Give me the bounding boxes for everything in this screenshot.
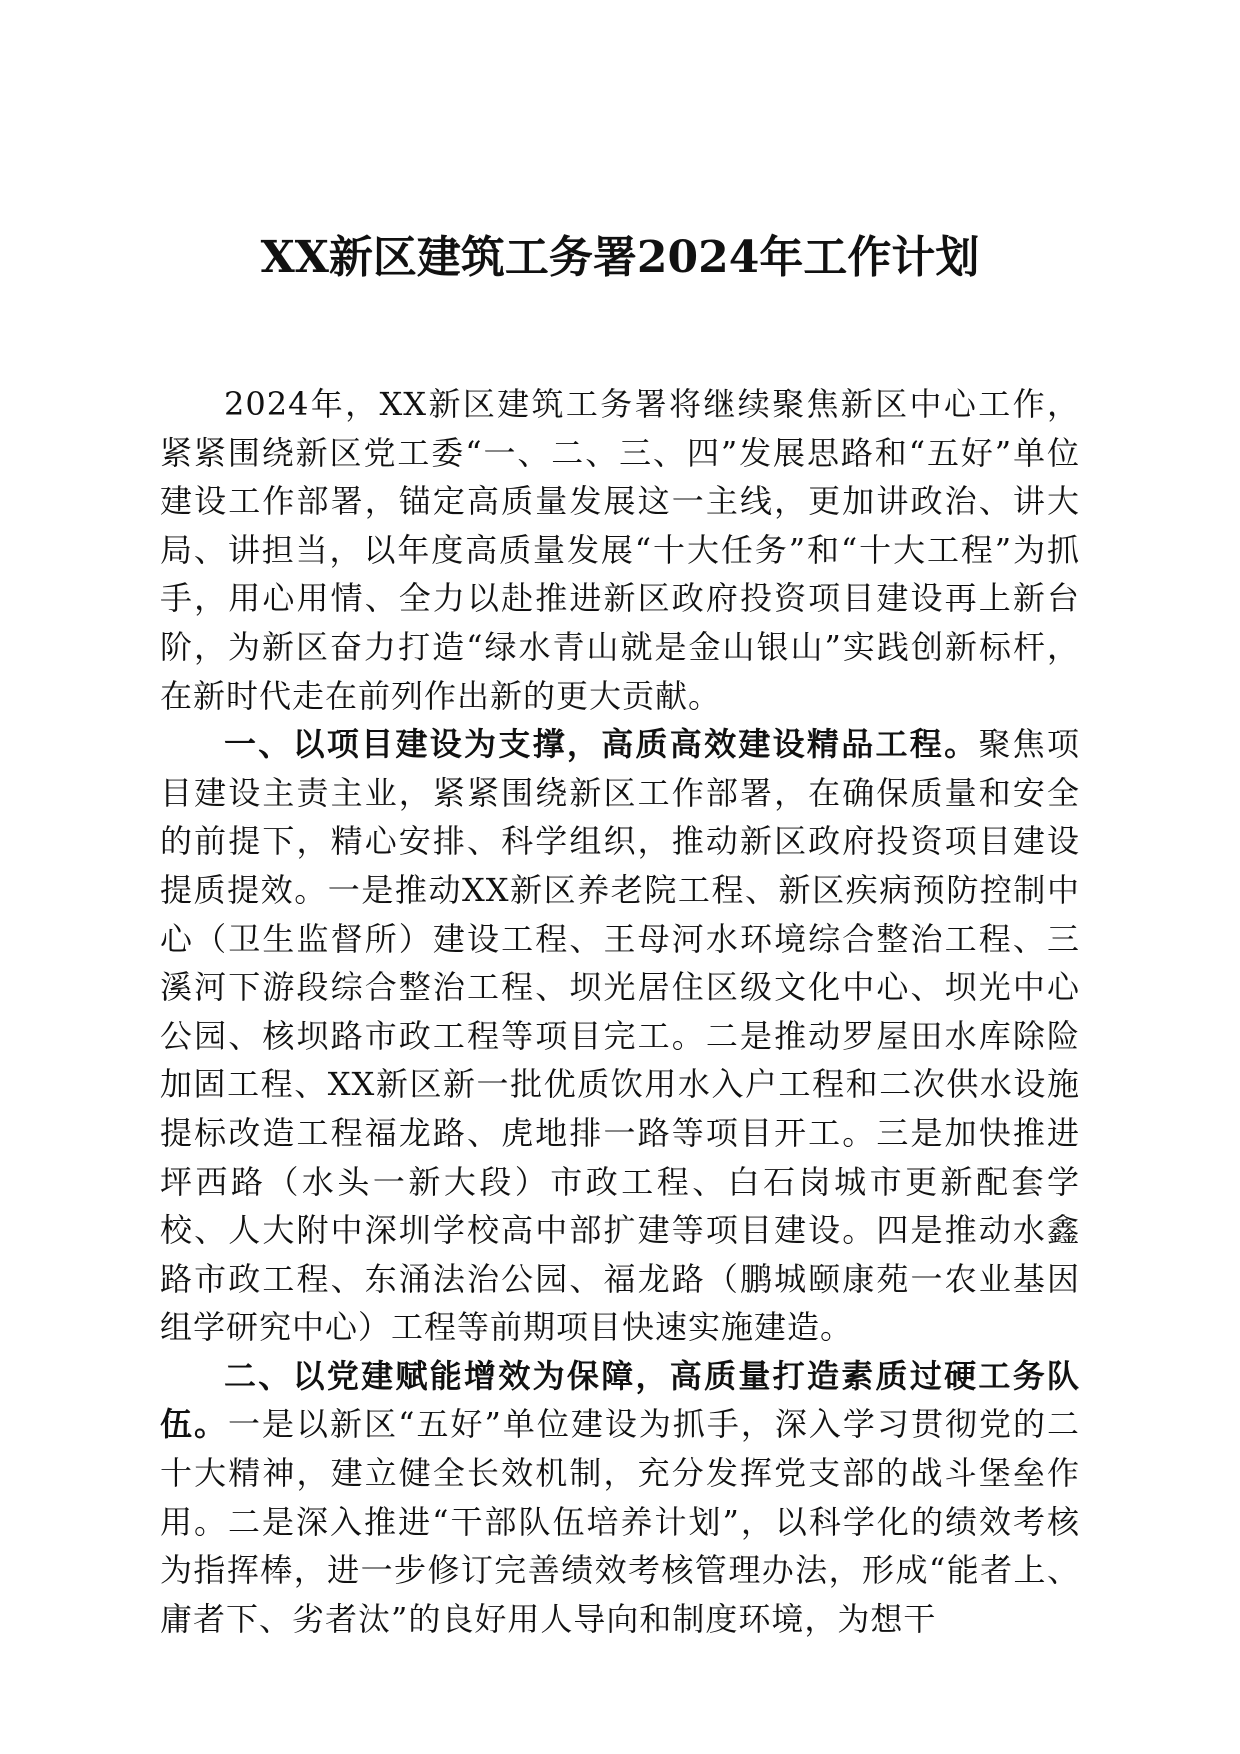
intro-paragraph: 2024年，XX新区建筑工务署将继续聚焦新区中心工作，紧紧围绕新区党工委“一、二、三、四”发展思路和“五好”单位建设工作部署，锚定高质量发展这一主线，更加讲政治、讲大局、讲担当，以年度高质量发展“十大任务”和“十大工程”为抓手，用心用情、全力以赴推进新区政府投资项目建设再上新台阶，为新区奋力打造“绿水青山就是金山银山”实践创新标杆，在新时代走在前列作出新的更大贡献。: [160, 385, 1080, 715]
document-title: XX新区建筑工务署2024年工作计划: [260, 232, 980, 283]
section-heading-2: 二、以党建赋能增效为保障，高质量打造素质过硬工务队伍。: [160, 1356, 1080, 1444]
document-page: [160, 0, 1080, 1754]
section-text-2: 一是以新区“五好”单位建设为抓手，深入学习贯彻党的二十大精神，建立健全长效机制，充分发挥党支部的战斗堡垒作用。二是深入推进“干部队伍培养计划”，以科学化的绩效考核为指挥棒，进一步修订完善绩效考核管理办法，形成“能者上、庸者下、劣者汰”的良好用人导向和制度环境，为想干: [160, 1405, 1080, 1638]
section-paragraph-2: [160, 1352, 1080, 1644]
document-body: [160, 380, 1080, 1643]
section-paragraph-1: [160, 720, 1080, 1352]
section-heading-1: 一、以项目建设为支撑，高质高效建设精品工程。: [224, 725, 979, 764]
section-text-1: 聚焦项目建设主责主业，紧紧围绕新区工作部署，在确保质量和安全的前提下，精心安排、科学组织，推动新区政府投资项目建设提质提效。一是推动XX新区养老院工程、新区疾病预防控制中心（卫生监督所）建设工程、王母河水环境综合整治工程、三溪河下游段综合整治工程、坝光居住区级文化中心、坝光中心公园、核坝路市政工程等项目完工。二是推动罗屋田水库除险加固工程、XX新区新一批优质饮用水入户工程和二次供水设施提标改造工程福龙路、虎地排一路等项目开工。三是加快推进坪西路（水头一新大段）市政工程、白石岗城市更新配套学校、人大附中深圳学校高中部扩建等项目建设。四是推动水鑫路市政工程、东涌法治公园、福龙路（鹏城颐康苑一农业基因组学研究中心）工程等前期项目快速实施建造。: [160, 725, 1080, 1347]
